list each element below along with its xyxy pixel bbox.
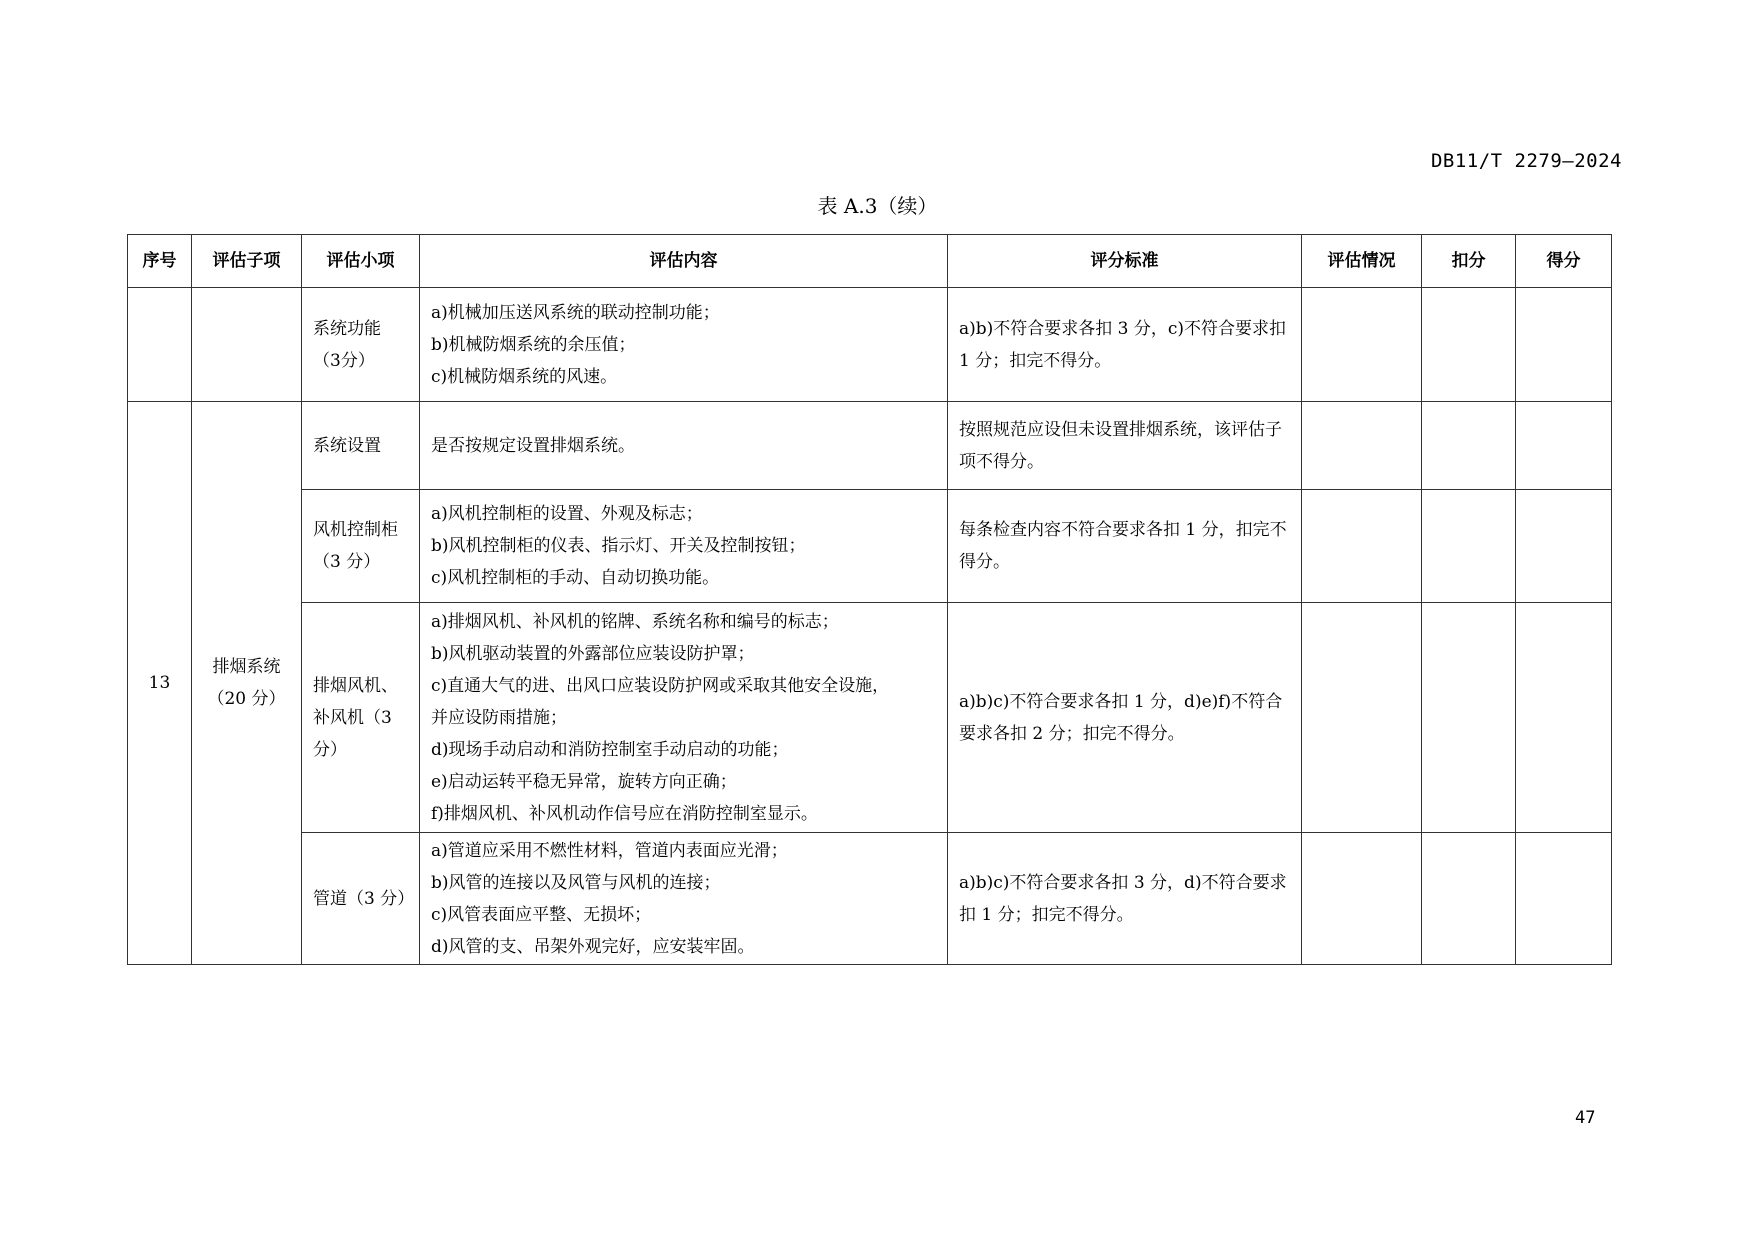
column-header-content: 评估内容 (420, 235, 948, 288)
content-line: a)机械加压送风系统的联动控制功能； (431, 302, 720, 323)
score-cell[interactable] (1516, 288, 1612, 402)
content-cell (420, 402, 948, 490)
minor-item-cell: 系统功能（3分） (302, 288, 420, 402)
criteria-cell: 每条检查内容不符合要求各扣 1 分，扣完不得分。 (948, 490, 1302, 603)
minor-item-cell: 系统设置 (302, 402, 420, 490)
deduction-cell[interactable] (1422, 288, 1516, 402)
subitem-cell (192, 288, 302, 402)
content-line: 并应设防雨措施； (431, 707, 567, 728)
content-line: b)风机控制柜的仪表、指示灯、开关及控制按钮； (431, 536, 806, 556)
score-cell[interactable] (1516, 490, 1612, 603)
score-cell[interactable] (1516, 402, 1612, 490)
score-cell[interactable] (1516, 833, 1612, 965)
content-line: d)现场手动启动和消防控制室手动启动的功能； (431, 739, 789, 760)
content-cell (420, 288, 948, 402)
content-line: a)管道应采用不燃性材料，管道内表面应光滑； (431, 840, 788, 861)
table-row (128, 402, 1612, 490)
minor-item-cell: 管道（3 分） (302, 833, 420, 965)
content-line: f)排烟风机、补风机动作信号应在消防控制室显示。 (431, 803, 818, 824)
seq-cell: 13 (128, 402, 192, 965)
page-number: 47 (1575, 1108, 1596, 1128)
minor-item-cell: 排烟风机、补风机（3 分） (302, 603, 420, 833)
column-header-seq: 序号 (128, 235, 192, 288)
content-line: c)机械防烟系统的风速。 (431, 366, 618, 387)
deduction-cell[interactable] (1422, 603, 1516, 833)
situation-cell[interactable] (1302, 288, 1422, 402)
content-cell (420, 833, 948, 965)
criteria-cell: a)b)c)不符合要求各扣 1 分，d)e)f)不符合要求各扣 2 分；扣完不得分。 (948, 603, 1302, 833)
table-row (128, 603, 1612, 833)
seq-cell (128, 288, 192, 402)
table-row (128, 490, 1612, 603)
content-line: a)风机控制柜的设置、外观及标志； (431, 504, 703, 524)
score-cell[interactable] (1516, 603, 1612, 833)
content-line: b)风管的连接以及风管与风机的连接； (431, 872, 721, 893)
content-line: b)风机驱动装置的外露部位应装设防护罩； (431, 643, 755, 664)
column-header-subitem: 评估子项 (192, 235, 302, 288)
minor-item-cell: 风机控制柜（3 分） (302, 490, 420, 603)
table-header-row (128, 235, 1612, 288)
deduction-cell[interactable] (1422, 402, 1516, 490)
deduction-cell[interactable] (1422, 490, 1516, 603)
situation-cell[interactable] (1302, 490, 1422, 603)
content-line: e)启动运转平稳无异常，旋转方向正确； (431, 771, 737, 792)
content-line: c)风管表面应平整、无损坏； (431, 904, 652, 925)
table-row (128, 833, 1612, 965)
column-header-score: 得分 (1516, 235, 1612, 288)
content-line: b)机械防烟系统的余压值； (431, 334, 636, 355)
content-line: a)排烟风机、补风机的铭牌、系统名称和编号的标志； (431, 611, 839, 632)
content-line: 是否按规定设置排烟系统。 (431, 435, 635, 456)
content-cell (420, 490, 948, 603)
table-caption: 表 A.3（续） (817, 194, 938, 218)
situation-cell[interactable] (1302, 402, 1422, 490)
column-header-deduction: 扣分 (1422, 235, 1516, 288)
content-line: c)直通大气的进、出风口应装设防护网或采取其他安全设施， (431, 675, 890, 696)
deduction-cell[interactable] (1422, 833, 1516, 965)
content-cell (420, 603, 948, 833)
column-header-situation: 评估情况 (1302, 235, 1422, 288)
document-code: DB11/T 2279—2024 (1430, 150, 1622, 172)
content-line: c)风机控制柜的手动、自动切换功能。 (431, 568, 720, 588)
content-line: d)风管的支、吊架外观完好，应安装牢固。 (431, 936, 755, 957)
criteria-cell: 按照规范应设但未设置排烟系统，该评估子项不得分。 (948, 402, 1302, 490)
table-row (128, 288, 1612, 402)
situation-cell[interactable] (1302, 603, 1422, 833)
column-header-minor: 评估小项 (302, 235, 420, 288)
criteria-cell: a)b)不符合要求各扣 3 分，c)不符合要求扣 1 分；扣完不得分。 (948, 288, 1302, 402)
criteria-cell: a)b)c)不符合要求各扣 3 分，d)不符合要求扣 1 分；扣完不得分。 (948, 833, 1302, 965)
column-header-criteria: 评分标准 (948, 235, 1302, 288)
subitem-cell: 排烟系统（20 分） (192, 402, 302, 965)
situation-cell[interactable] (1302, 833, 1422, 965)
evaluation-table (127, 234, 1612, 965)
